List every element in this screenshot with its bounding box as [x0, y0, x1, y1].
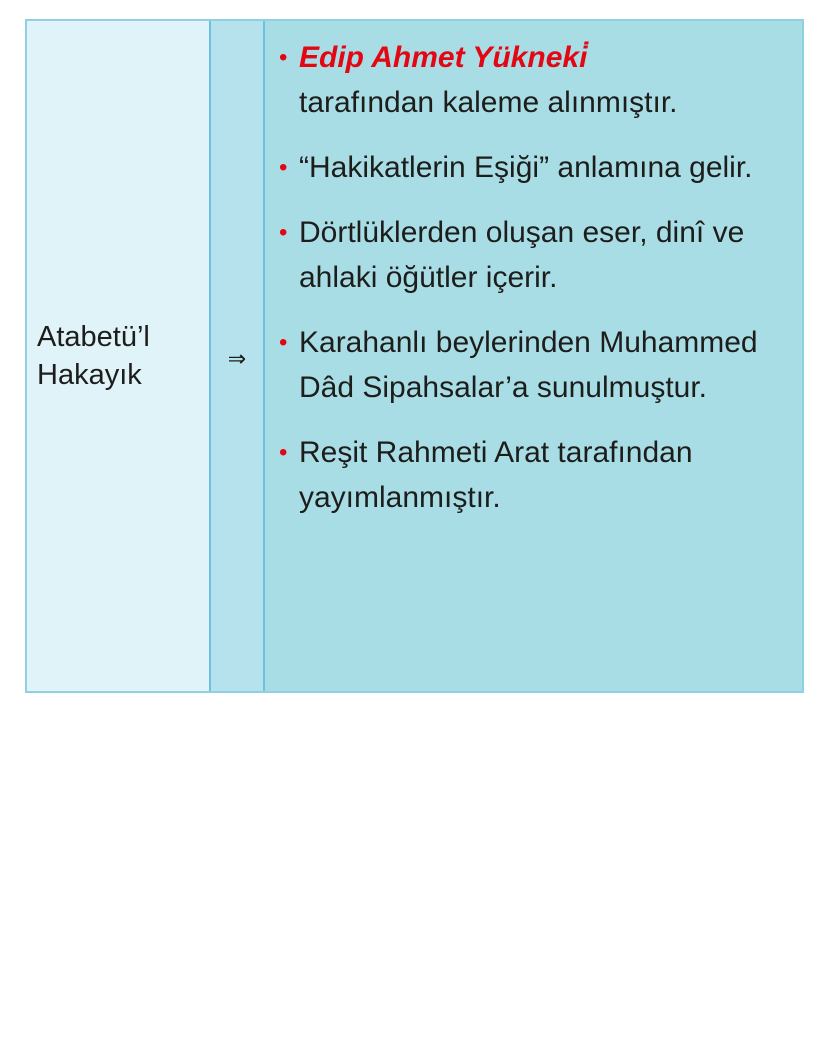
author-name: Edip Ahmet Yükneki̇	[299, 41, 588, 74]
arrow-column	[211, 21, 265, 691]
title-column	[27, 21, 211, 691]
list-item-text: Karahanlı beylerinden Muhammed Dâd Sipahsalar’a sunulmuştur.	[299, 326, 758, 404]
list-item	[279, 145, 796, 190]
list-item-text: “Hakikatlerin Eşiği” anlamına gelir.	[299, 151, 753, 184]
work-title: Atabetü’l Hakayık	[37, 321, 150, 391]
bullet-icon: •	[279, 439, 288, 466]
list-item-text: Dörtlüklerden oluşan eser, dinî ve ahlaki öğütler içerir.	[299, 216, 745, 294]
list-item	[279, 430, 796, 520]
info-table	[25, 19, 804, 693]
facts-list	[279, 35, 796, 520]
list-item-text: Reşit Rahmeti Arat tarafından yayımlanmıştır.	[299, 436, 693, 514]
bullet-icon: •	[279, 219, 288, 246]
bullet-icon: •	[279, 44, 288, 71]
bullet-icon: •	[279, 154, 288, 181]
bullet-icon: •	[279, 329, 288, 356]
list-item	[279, 210, 796, 300]
list-item	[279, 35, 796, 125]
list-item	[279, 320, 796, 410]
double-right-arrow-icon: ⇒	[227, 346, 247, 371]
list-item-text: tarafından kaleme alınmıştır.	[299, 86, 678, 119]
facts-column	[265, 21, 802, 691]
